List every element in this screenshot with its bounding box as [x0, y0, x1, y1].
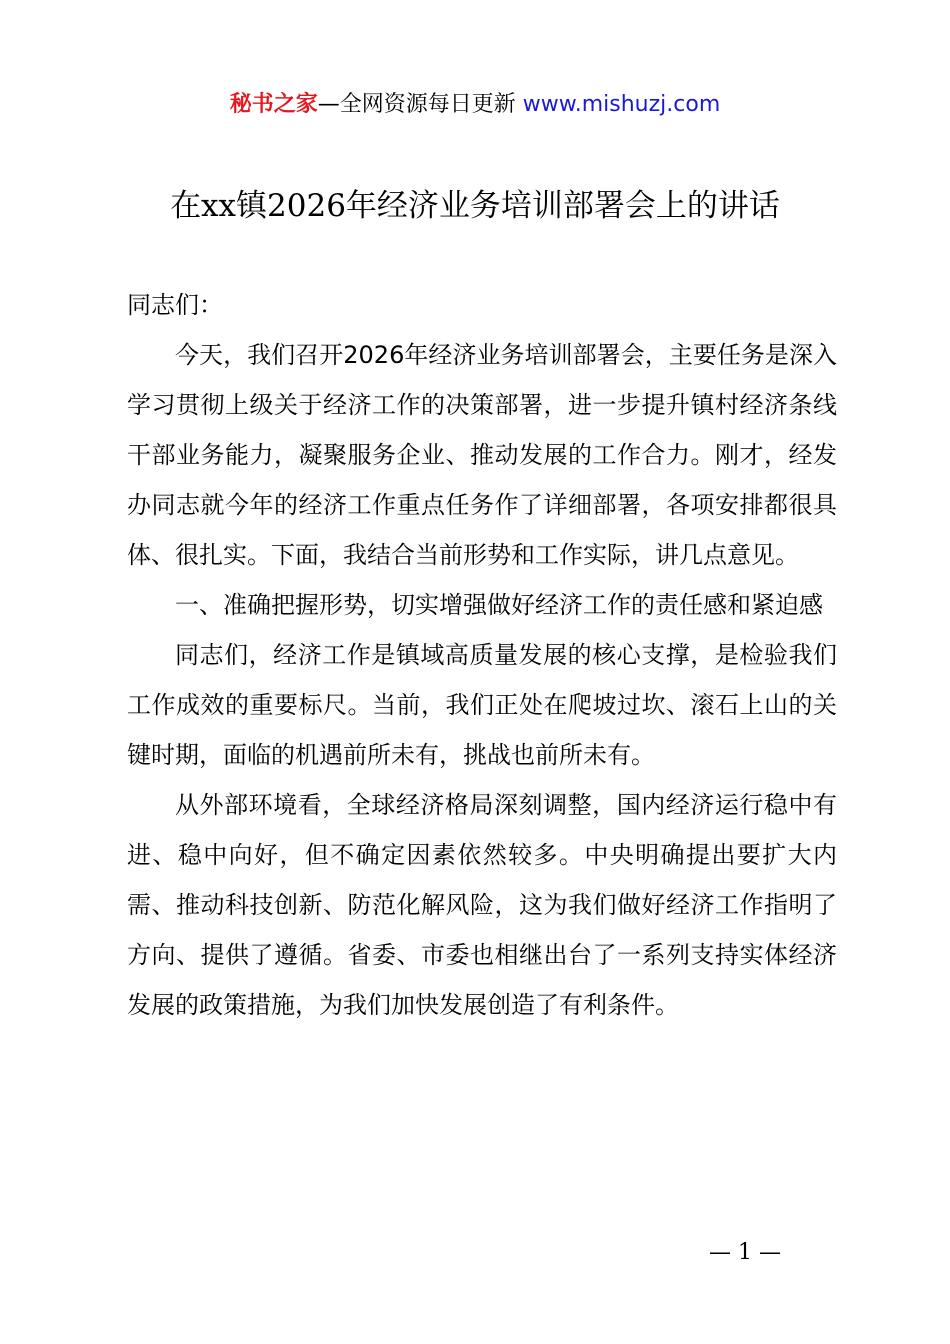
site-banner	[0, 88, 950, 122]
document-body	[127, 280, 837, 1030]
paragraph: 同志们，经济工作是镇域高质量发展的核心支撑，是检验我们工作成效的重要标尺。当前，我们正处在爬坡过坎、滚石上山的关键时期，面临的机遇前所未有，挑战也前所未有。	[127, 641, 837, 769]
brand-slogan: —全网资源每日更新	[317, 92, 523, 117]
paragraph: 从外部环境看，全球经济格局深刻调整，国内经济运行稳中有进、稳中向好，但不确定因素依然较多。中央明确提出要扩大内需、推动科技创新、防范化解风险，这为我们做好经济工作指明了方向、提供了遵循。省委、市委也相继出台了一系列支持实体经济发展的政策措施，为我们加快发展创造了有利条件。	[127, 791, 837, 1019]
site-url[interactable]: www.mishuzj.com	[522, 92, 721, 117]
paragraph: 今天，我们召开2026年经济业务培训部署会，主要任务是深入学习贯彻上级关于经济工作的决策部署，进一步提升镇村经济条线干部业务能力，凝聚服务企业、推动发展的工作合力。刚才，经发办同志就今年的经济工作重点任务作了详细部署，各项安排都很具体、很扎实。下面，我结合当前形势和工作实际，讲几点意见。	[127, 341, 837, 569]
brand-name: 秘书之家	[229, 92, 318, 117]
section-heading: 一、准确把握形势，切实增强做好经济工作的责任感和紧迫感	[175, 591, 823, 619]
page-number: — 1 —	[709, 1240, 781, 1265]
salutation: 同志们：	[127, 291, 223, 319]
document-title: 在xx镇2026年经济业务培训部署会上的讲话	[170, 188, 780, 224]
